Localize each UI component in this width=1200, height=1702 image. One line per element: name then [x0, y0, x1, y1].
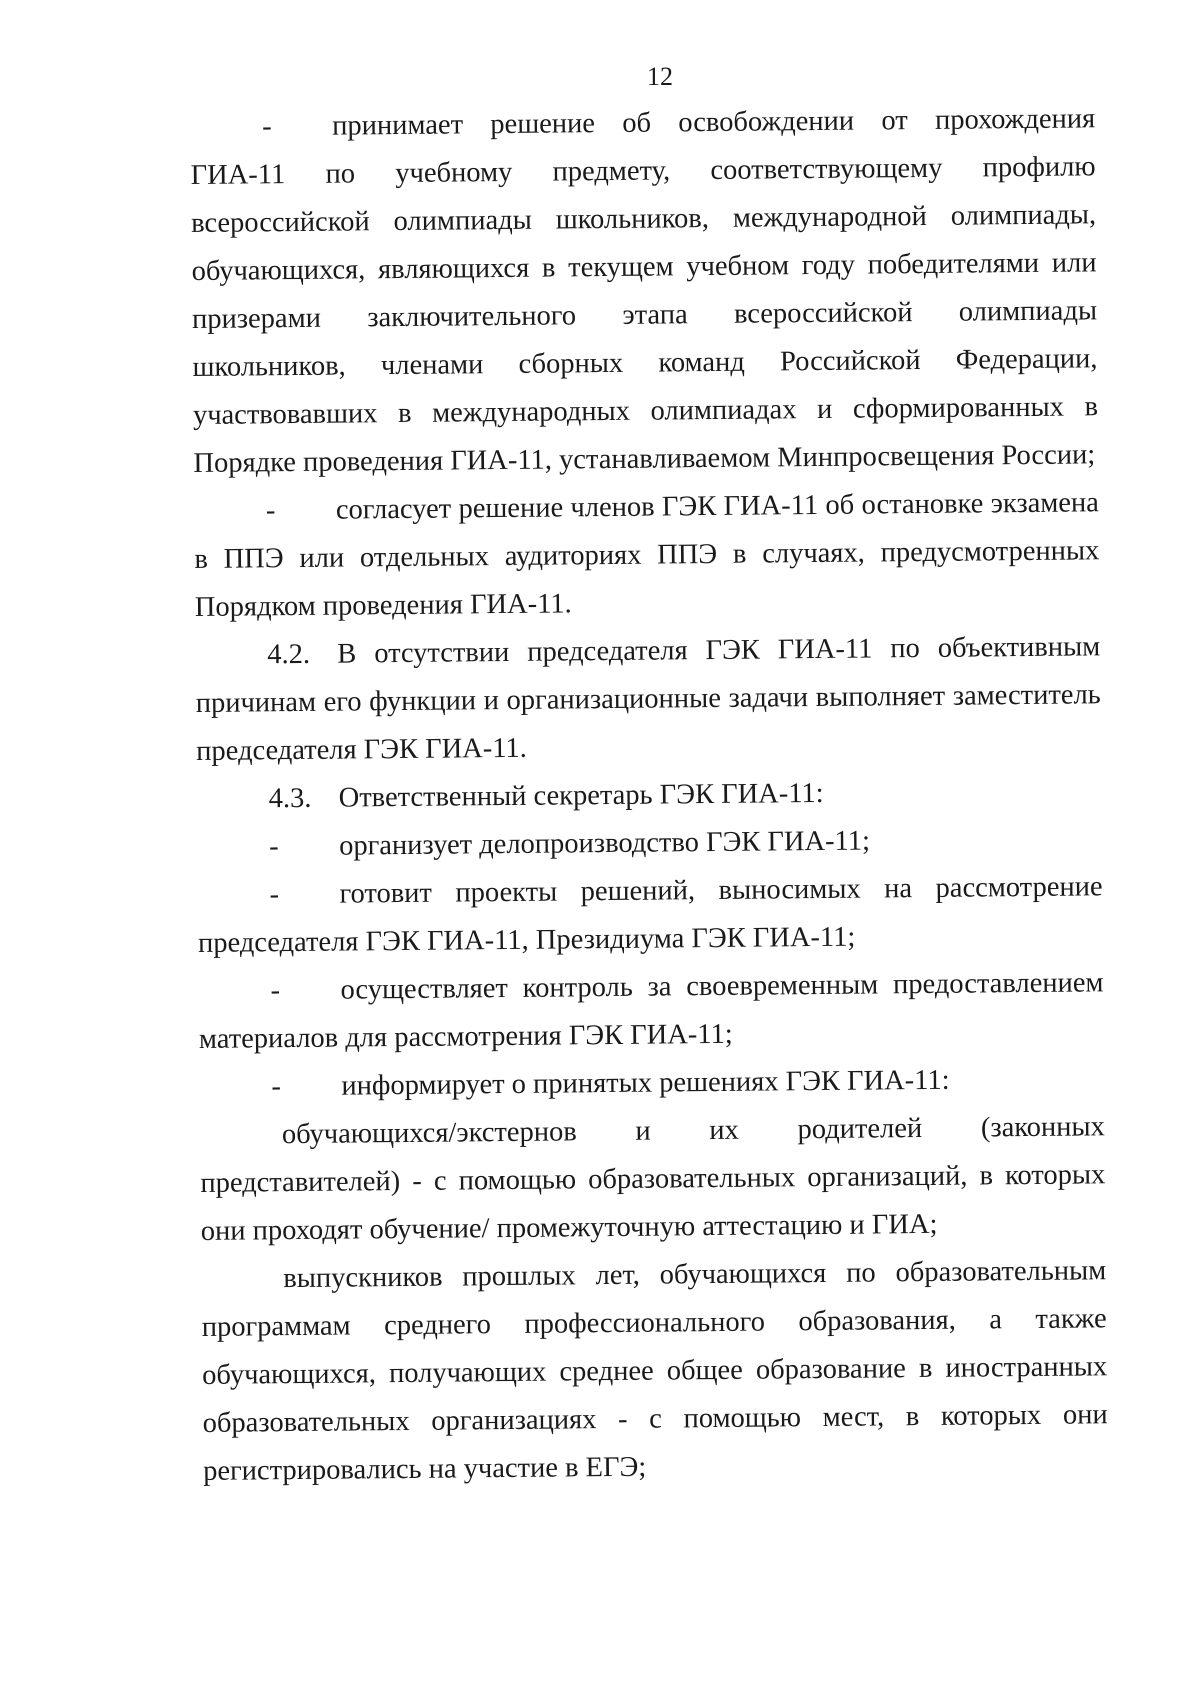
paragraph-text: Ответственный секретарь ГЭК ГИА-11:: [338, 777, 824, 814]
paragraph-text: обучающихся/экстернов и их родителей (законных представителей) - с помощью образовательных организаций, в которых они проходят обучение/ промежуточную аттестацию и ГИА;: [200, 1111, 1106, 1247]
list-marker: -: [270, 975, 281, 1007]
numbered-paragraph: [195, 623, 1101, 776]
paragraph-text: принимает решение об освобождении от прохождения ГИА-11 по учебному предмету, соответствующему профилю всероссийской олимпиады школьников, международной олимпиады, обучающихся, являющихся в текущем учебном году победителями или призерами заключительного этапа всероссийской олимпиады школьников, членами сборных команд Российской Федерации, участвовавших в международных олимпиадах и сформированных в Порядке проведения ГИА-11, устанавливаемом Минпросвещения России;: [190, 103, 1099, 479]
document-body: [190, 95, 1108, 1496]
list-marker: -: [268, 831, 279, 863]
paragraph-number: 4.3.: [268, 782, 312, 815]
numbered-paragraph: [196, 767, 1101, 824]
list-marker: -: [265, 495, 276, 527]
paragraph: [200, 1103, 1106, 1256]
paragraph-text: информирует о принятых решениях ГЭК ГИА-11:: [341, 1064, 950, 1102]
list-marker: -: [269, 879, 280, 911]
paragraph-text: готовит проекты решений, выносимых на рассмотрение председателя ГЭК ГИА-11, Президиума ГЭК ГИА-11;: [197, 871, 1103, 959]
paragraph-text: осуществляет контроль за своевременным предоставлением материалов для рассмотрения ГЭК ГИА-11;: [198, 967, 1104, 1055]
list-item: [197, 863, 1103, 968]
paragraph-number: 4.2.: [267, 638, 311, 671]
paragraph-text: организует делопроизводство ГЭК ГИА-11;: [338, 825, 871, 862]
paragraph-text: В отсутствии председателя ГЭК ГИА-11 по объективным причинам его функции и организационные задачи выполняет заместитель председателя ГЭК ГИА-11.: [195, 631, 1101, 767]
paragraph-text: выпускников прошлых лет, обучающихся по образовательным программам среднего профессионального образования, а также обучающихся, получающих среднее общее образование в иностранных образовательных организациях - с помощью мест, в которых они регистрировались на участие в ЕГЭ;: [201, 1255, 1108, 1487]
list-item: [199, 1055, 1104, 1112]
list-item: [198, 959, 1104, 1064]
list-item: [194, 479, 1100, 632]
paragraph: [201, 1247, 1108, 1496]
list-marker: -: [271, 1071, 282, 1103]
list-marker: -: [262, 111, 272, 143]
list-item: [197, 815, 1102, 872]
list-item: [190, 95, 1099, 488]
paragraph-text: согласует решение членов ГЭК ГИА-11 об остановке экзамена в ППЭ или отдельных аудиториях ППЭ в случаях, предусмотренных Порядком проведения ГИА-11.: [194, 487, 1100, 623]
page-number: 12: [647, 62, 673, 91]
